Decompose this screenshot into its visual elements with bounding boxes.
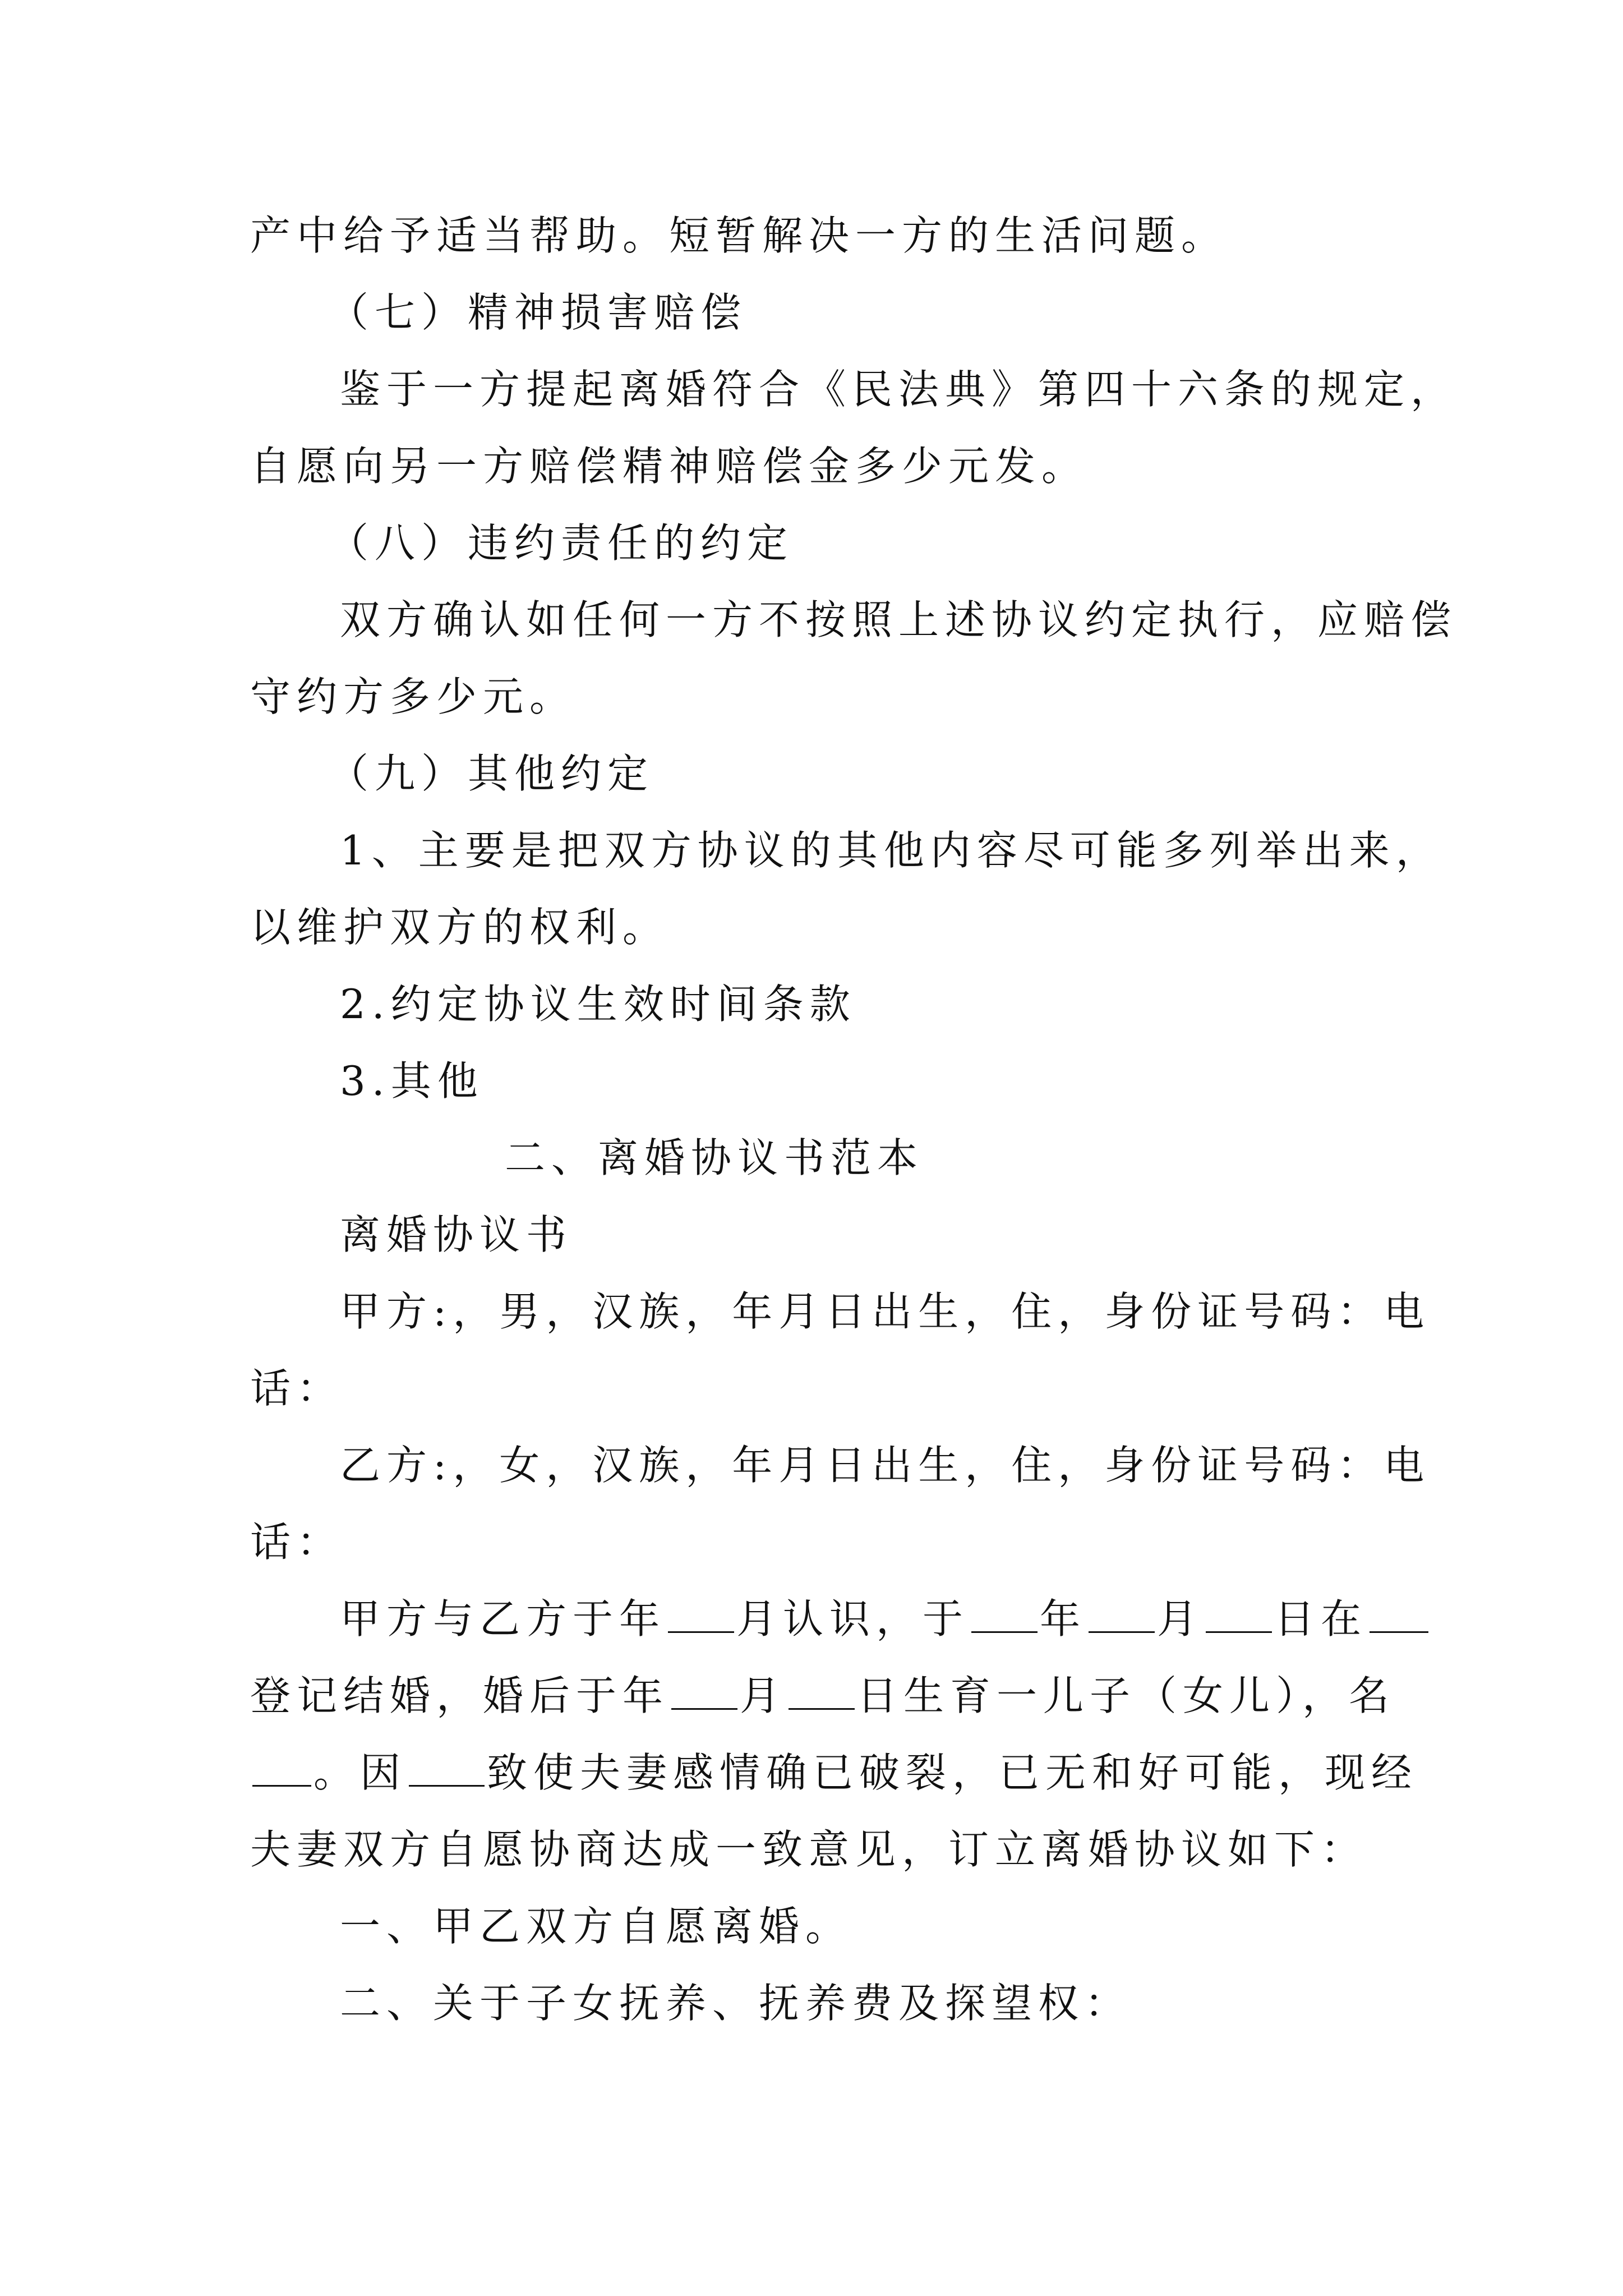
paragraph-line: 双方确认如任何一方不按照上述协议约定执行，应赔偿 — [340, 596, 1458, 643]
paragraph-line — [340, 1594, 1431, 1644]
section-title: 二、离婚协议书范本 — [505, 1134, 924, 1181]
clause-item: 一、甲乙双方自愿离婚。 — [340, 1903, 852, 1950]
text-segment: 致使夫妻感情确已破裂，已无和好可能，现经 — [487, 1749, 1418, 1796]
text-segment: 日生育一儿子（女儿），名 — [857, 1672, 1396, 1719]
fill-blank — [1206, 1596, 1272, 1633]
text-segment: 月 — [1157, 1595, 1204, 1642]
paragraph-line: 产中给予适当帮助。短暂解决一方的生活问题。 — [250, 212, 1228, 259]
paragraph-line: 夫妻双方自愿协商达成一致意见，订立离婚协议如下： — [250, 1826, 1368, 1873]
list-item: 2.约定协议生效时间条款 — [340, 981, 856, 1028]
party-a-line: 话： — [250, 1365, 344, 1412]
party-b-line: 话： — [250, 1519, 344, 1566]
document-title: 离婚协议书 — [340, 1211, 573, 1258]
text-segment: 日在 — [1274, 1595, 1368, 1642]
fill-blank — [789, 1673, 855, 1710]
clause-item: 二、关于子女抚养、抚养费及探望权： — [340, 1980, 1132, 2027]
fill-blank — [971, 1596, 1038, 1633]
paragraph-line: 守约方多少元。 — [250, 673, 577, 720]
paragraph-line: 鉴于一方提起离婚符合《民法典》第四十六条的规定， — [340, 366, 1458, 413]
fill-blank — [1370, 1596, 1428, 1633]
fill-blank — [668, 1596, 734, 1633]
paragraph-line — [250, 1747, 1418, 1798]
paragraph-line: 以维护双方的权利。 — [250, 904, 670, 951]
fill-blank — [1089, 1596, 1155, 1633]
text-segment: 月 — [740, 1672, 787, 1719]
section-heading: （八）违约责任的约定 — [328, 519, 794, 567]
text-segment: 甲方与乙方于年 — [340, 1595, 666, 1642]
fill-blank — [409, 1750, 485, 1787]
paragraph-line — [250, 1671, 1395, 1721]
text-segment: 。因 — [313, 1749, 407, 1796]
list-item: 3.其他 — [340, 1057, 484, 1105]
fill-blank — [671, 1673, 737, 1710]
section-heading: （七）精神损害赔偿 — [328, 289, 748, 336]
party-b-line: 乙方:，女，汉族，年月日出生，住，身份证号码：电 — [340, 1442, 1431, 1489]
paragraph-line: 1、主要是把双方协议的其他内容尽可能多列举出来， — [340, 827, 1442, 874]
text-segment: 年 — [1040, 1595, 1087, 1642]
section-heading: （九）其他约定 — [328, 750, 654, 797]
text-segment: 月认识，于 — [736, 1595, 970, 1642]
party-a-line: 甲方:，男，汉族，年月日出生，住，身份证号码：电 — [340, 1288, 1431, 1335]
fill-blank — [252, 1750, 311, 1787]
paragraph-line: 自愿向另一方赔偿精神赔偿金多少元发。 — [250, 443, 1089, 490]
text-segment: 登记结婚，婚后于年 — [250, 1672, 670, 1719]
